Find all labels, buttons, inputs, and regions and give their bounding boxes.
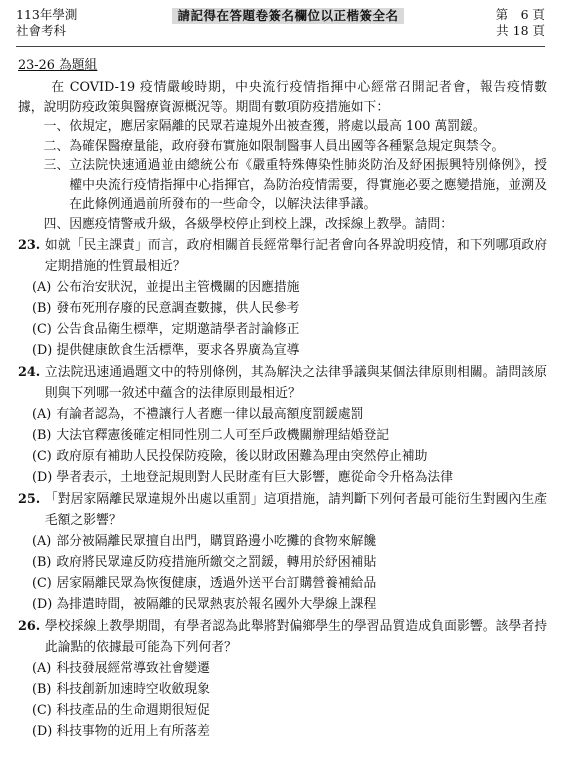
option-text: 科技產品的生命週期很短促 (56, 703, 210, 718)
group-intro: 在 COVID-19 疫情嚴峻時期，中央流行疫情指揮中心經常召開記者會，報告疫情數據，說明防疫政策與醫療資源概況等。期間有數項防疫措施如下： (18, 80, 547, 115)
option-label: (A) (32, 661, 52, 676)
option-text: 科技事物的近用上有所落差 (56, 724, 210, 739)
question-25 (18, 489, 547, 615)
option-text: 為排遣時間，被隔離的民眾熱衷於報名國外大學線上課程 (56, 597, 377, 612)
header-divider (16, 46, 545, 47)
option-text: 科技發展經常導致社會變遷 (56, 661, 210, 676)
option-list (18, 531, 547, 615)
question-number: 25. (18, 492, 41, 507)
option-text: 大法官釋憲後確定相同性別二人可至戶政機關辦理結婚登記 (56, 428, 390, 443)
option-label: (D) (32, 343, 53, 358)
option-c (32, 319, 547, 340)
signature-notice: 請記得在答題卷簽名欄位以正楷簽全名 (172, 8, 404, 24)
option-b (32, 298, 547, 319)
measure-text: 為確保醫療量能，政府發布實施如限制醫事人員出國等各種緊急規定與禁令。 (69, 138, 505, 154)
option-list (18, 277, 547, 361)
option-text: 公布治安狀況，並提出主管機關的因應措施 (56, 280, 300, 295)
option-label: (A) (32, 407, 52, 422)
option-b (32, 425, 547, 446)
header-right (496, 7, 545, 39)
group-title: 23-26 為題組 (18, 58, 98, 73)
option-label: (B) (32, 428, 52, 443)
question-text: 學校採線上教學期間，有學者認為此舉將對偏鄉學生的學習品質造成負面影響。該學者持此論點的依據最可能為下列何者？ (44, 619, 547, 655)
page-header (16, 7, 545, 41)
option-label: (C) (32, 576, 52, 591)
option-d (32, 721, 547, 742)
question-stem (18, 616, 547, 658)
option-text: 有論者認為，不禮讓行人者應一律以最高額度罰鍰處罰 (56, 407, 364, 422)
total-pages: 共 18 頁 (496, 23, 545, 38)
header-left (16, 7, 77, 39)
page-number: 第 6 頁 (495, 7, 545, 22)
option-label: (A) (32, 280, 52, 295)
measure-text: 立法院快速通過並由總統公布《嚴重特殊傳染性肺炎防治及紓困振興特別條例》，授權中央流行疫情指揮中心指揮官，為防治疫情需要，得實施必要之應變措施，並溯及在此條例通過前所發布的一些命令，以解決法律爭議。 (69, 158, 547, 212)
question-24 (18, 362, 547, 488)
option-text: 部分被隔離民眾擅自出門，購買路邊小吃攤的食物來解饞 (56, 534, 377, 549)
measure-item (18, 117, 547, 137)
option-label: (D) (32, 724, 53, 739)
option-text: 居家隔離民眾為恢復健康，透過外送平台訂購營養補給品 (56, 576, 377, 591)
option-a (32, 658, 547, 679)
option-d (32, 340, 547, 361)
question-text: 立法院迅速通過題文中的特別條例，其為解決之法律爭議與某個法律原則相關。請問該原則與下列哪一敘述中蘊含的法律原則最相近？ (44, 365, 547, 401)
measure-text: 依規定，應居家隔離的民眾若違規外出被查獲，將處以最高 100 萬罰鍰。 (69, 119, 486, 134)
question-number: 26. (18, 619, 41, 634)
option-label: (D) (32, 597, 53, 612)
question-number: 24. (18, 365, 41, 380)
option-label: (C) (32, 322, 52, 337)
option-text: 公告食品衛生標準，定期邀請學者討論修正 (56, 322, 300, 337)
option-label: (C) (32, 449, 52, 464)
option-c (32, 573, 547, 594)
option-d (32, 594, 547, 615)
option-label: (D) (32, 470, 53, 485)
exam-subject: 社會考科 (16, 23, 67, 38)
question-26 (18, 616, 547, 742)
option-text: 學者表示，土地登記規則對人民財產有巨大影響，應從命令升格為法律 (56, 470, 454, 485)
measure-item (18, 137, 547, 157)
option-text: 科技創新加速時空收斂現象 (56, 682, 210, 697)
question-stem (18, 362, 547, 404)
exam-year: 113年學測 (16, 7, 78, 22)
question-stem (18, 235, 547, 277)
question-number: 23. (18, 238, 41, 253)
measure-label: 三、 (43, 158, 70, 173)
option-a (32, 531, 547, 552)
option-b (32, 679, 547, 700)
option-d (32, 467, 547, 488)
measure-label: 一、 (43, 119, 70, 134)
measure-item (18, 156, 547, 215)
option-b (32, 552, 547, 573)
option-c (32, 446, 547, 467)
option-c (32, 700, 547, 721)
option-list (18, 404, 547, 488)
option-list (18, 658, 547, 742)
option-a (32, 277, 547, 298)
option-text: 政府原有補助人民投保防疫險，後以財政困難為理由突然停止補助 (56, 449, 428, 464)
measure-label: 四、 (43, 216, 70, 232)
option-text: 發布死刑存廢的民意調查數據，供人民參考 (56, 301, 300, 316)
option-text: 政府將民眾違反防疫措施所繳交之罰鍰，轉用於紓困補貼 (56, 555, 377, 570)
measure-text: 因應疫情警戒升級，各級學校停止到校上課，改採線上教學。請問： (69, 216, 454, 232)
measure-item (18, 215, 547, 235)
question-group (18, 56, 547, 742)
question-text: 「對居家隔離民眾違規外出處以重罰」這項措施，請判斷下列何者最可能衍生對國內生產毛額之影響？ (44, 492, 547, 528)
option-a (32, 404, 547, 425)
option-label: (B) (32, 301, 52, 316)
option-label: (B) (32, 682, 52, 697)
question-text: 如就「民主課責」而言，政府相關首長經常舉行記者會向各界說明疫情，和下列哪項政府定期措施的性質最相近？ (44, 238, 547, 274)
question-stem (18, 489, 547, 531)
option-label: (C) (32, 703, 52, 718)
option-label: (A) (32, 534, 52, 549)
option-label: (B) (32, 555, 52, 570)
question-23 (18, 235, 547, 361)
measure-label: 二、 (43, 138, 70, 154)
option-text: 提供健康飲食生活標準，要求各界廣為宣導 (56, 343, 300, 358)
